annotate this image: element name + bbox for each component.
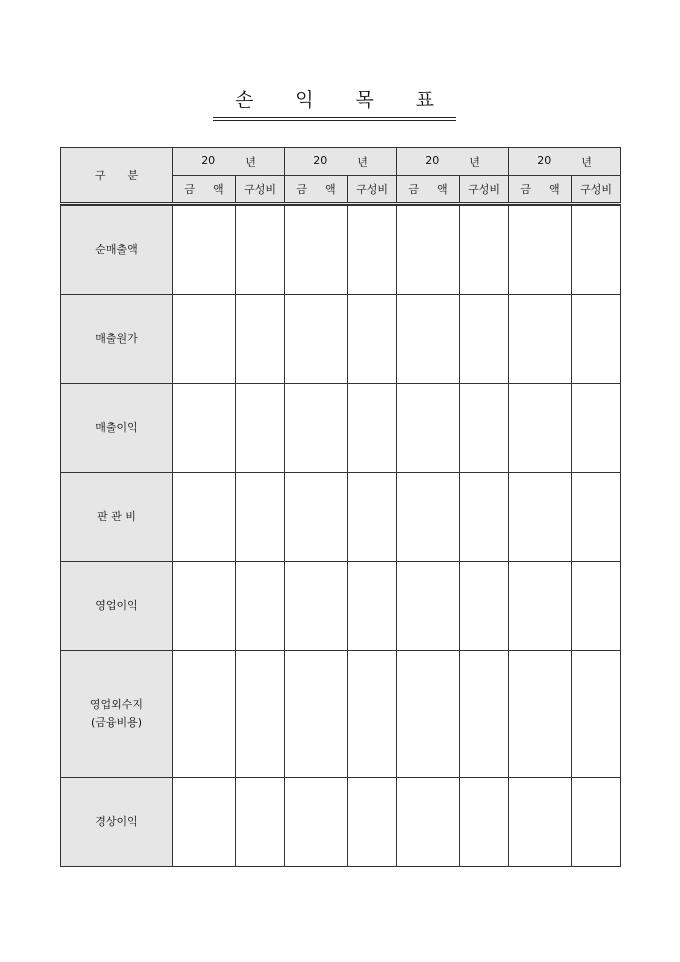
amount-cell[interactable] xyxy=(173,473,236,562)
amount-cell[interactable] xyxy=(397,651,460,778)
amount-header: 금 액 xyxy=(285,176,348,204)
ratio-cell[interactable] xyxy=(236,384,285,473)
amount-cell[interactable] xyxy=(397,473,460,562)
amount-cell[interactable] xyxy=(285,295,348,384)
table-row xyxy=(61,295,621,384)
category-header: 구 분 xyxy=(61,148,173,204)
amount-cell[interactable] xyxy=(397,295,460,384)
title-char: 표 xyxy=(415,89,434,111)
table-row xyxy=(61,473,621,562)
ratio-cell[interactable] xyxy=(460,384,509,473)
ratio-cell[interactable] xyxy=(572,206,621,295)
title-char: 목 xyxy=(355,89,374,111)
row-label: 매출원가 xyxy=(61,295,173,384)
ratio-cell[interactable] xyxy=(348,473,397,562)
amount-cell[interactable] xyxy=(285,473,348,562)
ratio-header: 구성비 xyxy=(572,176,621,204)
ratio-cell[interactable] xyxy=(572,651,621,778)
amount-header: 금 액 xyxy=(509,176,572,204)
ratio-cell[interactable] xyxy=(460,651,509,778)
ratio-cell[interactable] xyxy=(572,562,621,651)
ratio-cell[interactable] xyxy=(348,778,397,867)
profit-loss-table xyxy=(60,147,621,867)
ratio-header: 구성비 xyxy=(236,176,285,204)
amount-cell[interactable] xyxy=(173,651,236,778)
amount-cell[interactable] xyxy=(285,384,348,473)
year-header: 20 년 xyxy=(285,148,397,176)
title-char: 손 xyxy=(235,89,254,111)
amount-header: 금 액 xyxy=(397,176,460,204)
amount-cell[interactable] xyxy=(173,562,236,651)
table-row xyxy=(61,651,621,778)
year-header: 20 년 xyxy=(509,148,621,176)
ratio-cell[interactable] xyxy=(460,295,509,384)
title-char: 익 xyxy=(295,89,314,111)
year-header: 20 년 xyxy=(397,148,509,176)
amount-cell[interactable] xyxy=(173,778,236,867)
ratio-cell[interactable] xyxy=(236,651,285,778)
ratio-cell[interactable] xyxy=(348,651,397,778)
page-title xyxy=(213,88,456,124)
row-label: 매출이익 xyxy=(61,384,173,473)
table-row xyxy=(61,206,621,295)
amount-cell[interactable] xyxy=(397,384,460,473)
amount-cell[interactable] xyxy=(509,562,572,651)
ratio-cell[interactable] xyxy=(348,295,397,384)
amount-cell[interactable] xyxy=(173,206,236,295)
ratio-cell[interactable] xyxy=(236,562,285,651)
row-label: 순매출액 xyxy=(61,206,173,295)
ratio-cell[interactable] xyxy=(348,384,397,473)
amount-cell[interactable] xyxy=(397,206,460,295)
ratio-cell[interactable] xyxy=(572,384,621,473)
amount-cell[interactable] xyxy=(397,562,460,651)
ratio-header: 구성비 xyxy=(460,176,509,204)
ratio-cell[interactable] xyxy=(460,562,509,651)
ratio-cell[interactable] xyxy=(236,206,285,295)
title-underline xyxy=(213,117,456,118)
table-row xyxy=(61,384,621,473)
amount-cell[interactable] xyxy=(173,295,236,384)
ratio-cell[interactable] xyxy=(236,778,285,867)
amount-cell[interactable] xyxy=(509,651,572,778)
amount-cell[interactable] xyxy=(509,384,572,473)
amount-cell[interactable] xyxy=(509,295,572,384)
amount-cell[interactable] xyxy=(397,778,460,867)
title-underline xyxy=(213,120,456,121)
amount-cell[interactable] xyxy=(285,778,348,867)
ratio-cell[interactable] xyxy=(460,778,509,867)
amount-header: 금 액 xyxy=(173,176,236,204)
amount-cell[interactable] xyxy=(285,562,348,651)
ratio-cell[interactable] xyxy=(348,562,397,651)
row-label: 영업외수지 (금융비용) xyxy=(61,651,173,778)
year-header: 20 년 xyxy=(173,148,285,176)
amount-cell[interactable] xyxy=(509,778,572,867)
row-label: 판 관 비 xyxy=(61,473,173,562)
ratio-cell[interactable] xyxy=(460,206,509,295)
amount-cell[interactable] xyxy=(509,206,572,295)
ratio-cell[interactable] xyxy=(236,295,285,384)
amount-cell[interactable] xyxy=(173,384,236,473)
ratio-cell[interactable] xyxy=(460,473,509,562)
ratio-cell[interactable] xyxy=(572,778,621,867)
ratio-cell[interactable] xyxy=(572,295,621,384)
ratio-cell[interactable] xyxy=(236,473,285,562)
amount-cell[interactable] xyxy=(509,473,572,562)
ratio-cell[interactable] xyxy=(348,206,397,295)
table-row xyxy=(61,778,621,867)
amount-cell[interactable] xyxy=(285,651,348,778)
amount-cell[interactable] xyxy=(285,206,348,295)
ratio-header: 구성비 xyxy=(348,176,397,204)
table-row xyxy=(61,562,621,651)
row-label: 영업이익 xyxy=(61,562,173,651)
ratio-cell[interactable] xyxy=(572,473,621,562)
row-label: 경상이익 xyxy=(61,778,173,867)
